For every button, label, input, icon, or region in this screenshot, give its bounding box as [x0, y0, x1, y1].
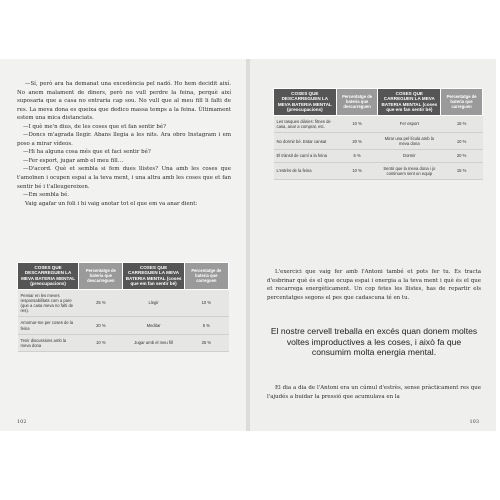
right-page-prose [267, 268, 481, 302]
table-cell: 10 % [336, 162, 378, 179]
table-cell: 10 % [184, 289, 228, 317]
paragraph: L'exercici que vaig fer amb l'Antoni també et pots fer tu. Es tracta d'esbrinar què és el que ocupa espai i energia a la teva ment i què és el que et recarrega energèticament. Un cop fetes les llistes, has de repartir els percentatges segons el pes que cadascuna té en tu. [267, 269, 481, 301]
table-cell: Fer esport [378, 115, 441, 132]
paragraph: El dia a dia de l'Antoni era un cúmul d'estrès, sense pràcticament res que l'ajudés a buidar la pressió que acumulava en la [267, 385, 481, 400]
table-cell: 10 % [336, 115, 378, 132]
table-cell: Jugar amb el meu fill [123, 334, 184, 351]
table-header: Percentatge de bateria que carreguen [184, 263, 228, 290]
left-page [0, 59, 246, 431]
pull-quote: El nostre cervell treballa en excés quan donem moltes voltes improductives a les coses, i això fa que consumim molta energia mental. [270, 326, 478, 358]
paragraph: —D'acord. Què et sembla si fem dues llistes? Una amb les coses que t'amoïnen i ocupen espai a la teva ment, i una altra amb les coses que et fan sentir bé i t'alleugereixen. [17, 166, 231, 190]
paragraph: —Fer esport, jugar amb el meu fill… [23, 157, 124, 164]
table-cell: L'estrès de la feina [274, 162, 337, 179]
table-cell: 20 % [441, 150, 483, 162]
battery-table-left [17, 262, 229, 352]
paragraph: Vaig agafar un foli i hi vaig anotar tot el que em va anar dient: [25, 200, 198, 207]
table-header: COSES QUE DESCARREGUEN LA MEVA BATERIA MENTAL (preocupacions) [18, 263, 79, 290]
table-cell: 25 % [184, 334, 228, 351]
table-cell: Dormir [378, 150, 441, 162]
right-page [250, 59, 496, 431]
paragraph: —Hi ha alguna cosa més que et faci sentir bé? [23, 149, 151, 156]
table-cell: Mirar una pel·lícula amb la meva dona [378, 133, 441, 150]
table-cell: Tenir discussions amb la meva dona [18, 334, 79, 351]
table-cell: 15 % [441, 115, 483, 132]
page-number: 103 [469, 419, 479, 425]
table-cell: 10 % [441, 133, 483, 150]
table-row [18, 317, 229, 334]
table-cell: Llegir [123, 289, 184, 317]
table-header: Percentatge de bateria que descarreguen [336, 89, 378, 116]
table-row [274, 115, 483, 132]
paragraph: —Sí, però ara ha demanat una excedència pel nadó. Ho hem decidit així. No anem malament de diners, però no vull perdre la feina, perquè així suposaria que a casa no entraria cap sou. No vull que al meu fill li falti de res. La meva dona es queixa que dedico massa temps a la feina. Últimament estem una mica distanciats. [17, 81, 231, 122]
paragraph: —Em sembla bé. [23, 192, 70, 199]
page-number: 102 [17, 419, 27, 425]
table-cell: Pensar en les meves responsabilitats com a pare (que a casa meva no falti de res). [18, 289, 79, 317]
table-header: COSES QUE DESCARREGUEN LA MEVA BATERIA MENTAL (preocupacions) [274, 89, 337, 116]
table-header: Percentatge de bateria que descarreguen [79, 263, 123, 290]
table-cell: 25 % [79, 289, 123, 317]
table-header: COSES QUE CARREGUEN LA MEVA BATERIA MENTAL (coses que em fan sentir bé) [123, 263, 184, 290]
table-cell: Amoïnar-me per coses de la feina [18, 317, 79, 334]
table-cell: No dormir bé. Estar cansat [274, 133, 337, 150]
paragraph: —Doncs m'agrada llegir. Abans llegia a les nits. Ara obro Instagram i em poso a mirar vídeos. [17, 132, 231, 147]
table-cell: 15 % [441, 162, 483, 179]
table-cell: 20 % [79, 317, 123, 334]
table-cell: El trànsit de camí a la feina [274, 150, 337, 162]
right-page-prose-2 [267, 384, 481, 401]
table-row [274, 133, 483, 150]
left-page-prose [17, 80, 231, 208]
paragraph: —I què me'n dius, de les coses que et fan sentir bé? [23, 123, 166, 130]
table-header: COSES QUE CARREGUEN LA MEVA BATERIA MENTAL (coses que em fan sentir bé) [378, 89, 441, 116]
battery-table-right [273, 88, 483, 180]
table-row [274, 150, 483, 162]
table-cell: Meditar [123, 317, 184, 334]
table-cell: 5 % [184, 317, 228, 334]
table-cell: 10 % [79, 334, 123, 351]
table-row [18, 334, 229, 351]
table-cell: Les tasques diàries: fitnes de casa, anar a comprar, etc. [274, 115, 337, 132]
table-cell: Sentir que la meva dona i jo continuem sent un equip [378, 162, 441, 179]
table-row [274, 162, 483, 179]
table-row [18, 289, 229, 317]
table-header: Percentatge de bateria que carreguen [441, 89, 483, 116]
table-cell: 20 % [336, 133, 378, 150]
table-cell: 5 % [336, 150, 378, 162]
